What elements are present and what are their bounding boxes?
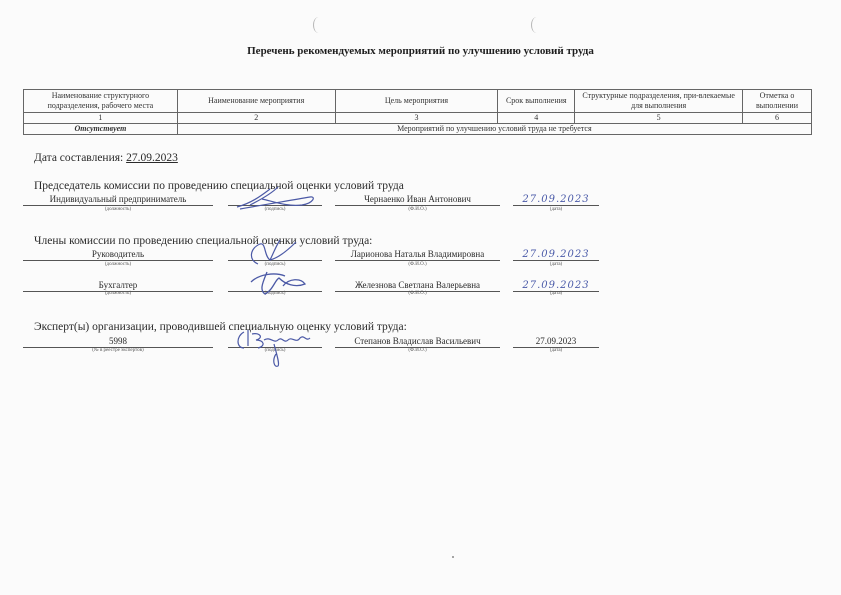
compiled-date-label: Дата составления: [34,152,124,164]
member-2-position: Бухгалтер [23,280,213,292]
caption-position: (должность) [104,291,132,296]
member-2-name: Железнова Светлана Валерьевна [335,280,500,292]
column-number: 2 [177,113,335,124]
member-1-name: Ларионова Наталья Владимировна [335,249,500,261]
member-1-signature-icon [240,238,320,270]
header-involved-departments: Структурные подразделения, при-влекаемые для выполнения [575,90,743,113]
chairman-position: Индивидуальный предприниматель [23,194,213,206]
header-measure-name: Наименование мероприятия [177,90,335,113]
document-title: Перечень рекомендуемых мероприятий по улучшению условий труда [247,45,594,57]
expert-heading: Эксперт(ы) организации, проводившей специальную оценку условий труда: [34,321,407,333]
members-heading: Члены комиссии по проведению специальной оценки условий труда: [34,235,373,247]
punch-hole-left [313,17,324,33]
caption-registry: (№ в реестре экспертов) [92,348,144,353]
column-number: 5 [575,113,743,124]
column-number: 1 [24,113,178,124]
scan-speck [452,556,454,558]
caption-position: (должность) [104,207,132,212]
member-2-date: 27.09.2023 [513,280,599,292]
caption-fio: (Ф.И.О.) [408,348,427,353]
column-number: 3 [335,113,498,124]
member-1-position: Руководитель [23,249,213,261]
caption-signature: (подпись) [264,207,286,212]
header-deadline: Срок выполнения [498,90,575,113]
caption-date: (дата) [549,262,563,267]
row-note: Мероприятий по улучшению условий труда не требуется [177,124,811,135]
expert-name: Степанов Владислав Васильевич [335,336,500,348]
measures-table [23,89,812,135]
caption-date: (дата) [549,207,563,212]
caption-fio: (Ф.И.О.) [408,207,427,212]
table-row [24,124,812,135]
caption-signature: (подпись) [264,348,286,353]
caption-fio: (Ф.И.О.) [408,262,427,267]
header-completion-mark: Отметка о выполнении [743,90,812,113]
compiled-date-value: 27.09.2023 [126,152,178,164]
member-1-date: 27.09.2023 [513,249,599,261]
caption-signature: (подпись) [264,291,286,296]
chairman-heading: Председатель комиссии по проведению специальной оценки условий труда [34,180,404,192]
expert-date: 27.09.2023 [513,336,599,348]
expert-signature-icon [234,326,324,370]
caption-signature: (подпись) [264,262,286,267]
header-measure-goal: Цель мероприятия [335,90,498,113]
caption-date: (дата) [549,348,563,353]
compiled-date-line [34,152,178,164]
chairman-signature-icon [232,185,322,211]
caption-fio: (Ф.И.О.) [408,291,427,296]
chairman-date: 27.09.2023 [513,194,599,206]
chairman-name: Чернаенко Иван Антонович [335,194,500,206]
column-number: 4 [498,113,575,124]
table-column-numbers-row [24,113,812,124]
caption-position: (должность) [104,262,132,267]
table-header-row [24,90,812,113]
row-department: Отсутствует [24,124,178,135]
caption-date: (дата) [549,291,563,296]
column-number: 6 [743,113,812,124]
expert-registry-number: 5998 [23,336,213,348]
header-department: Наименование структурного подразделения, рабочего места [24,90,178,113]
member-2-signature-icon [245,268,315,298]
punch-hole-right [531,17,542,33]
